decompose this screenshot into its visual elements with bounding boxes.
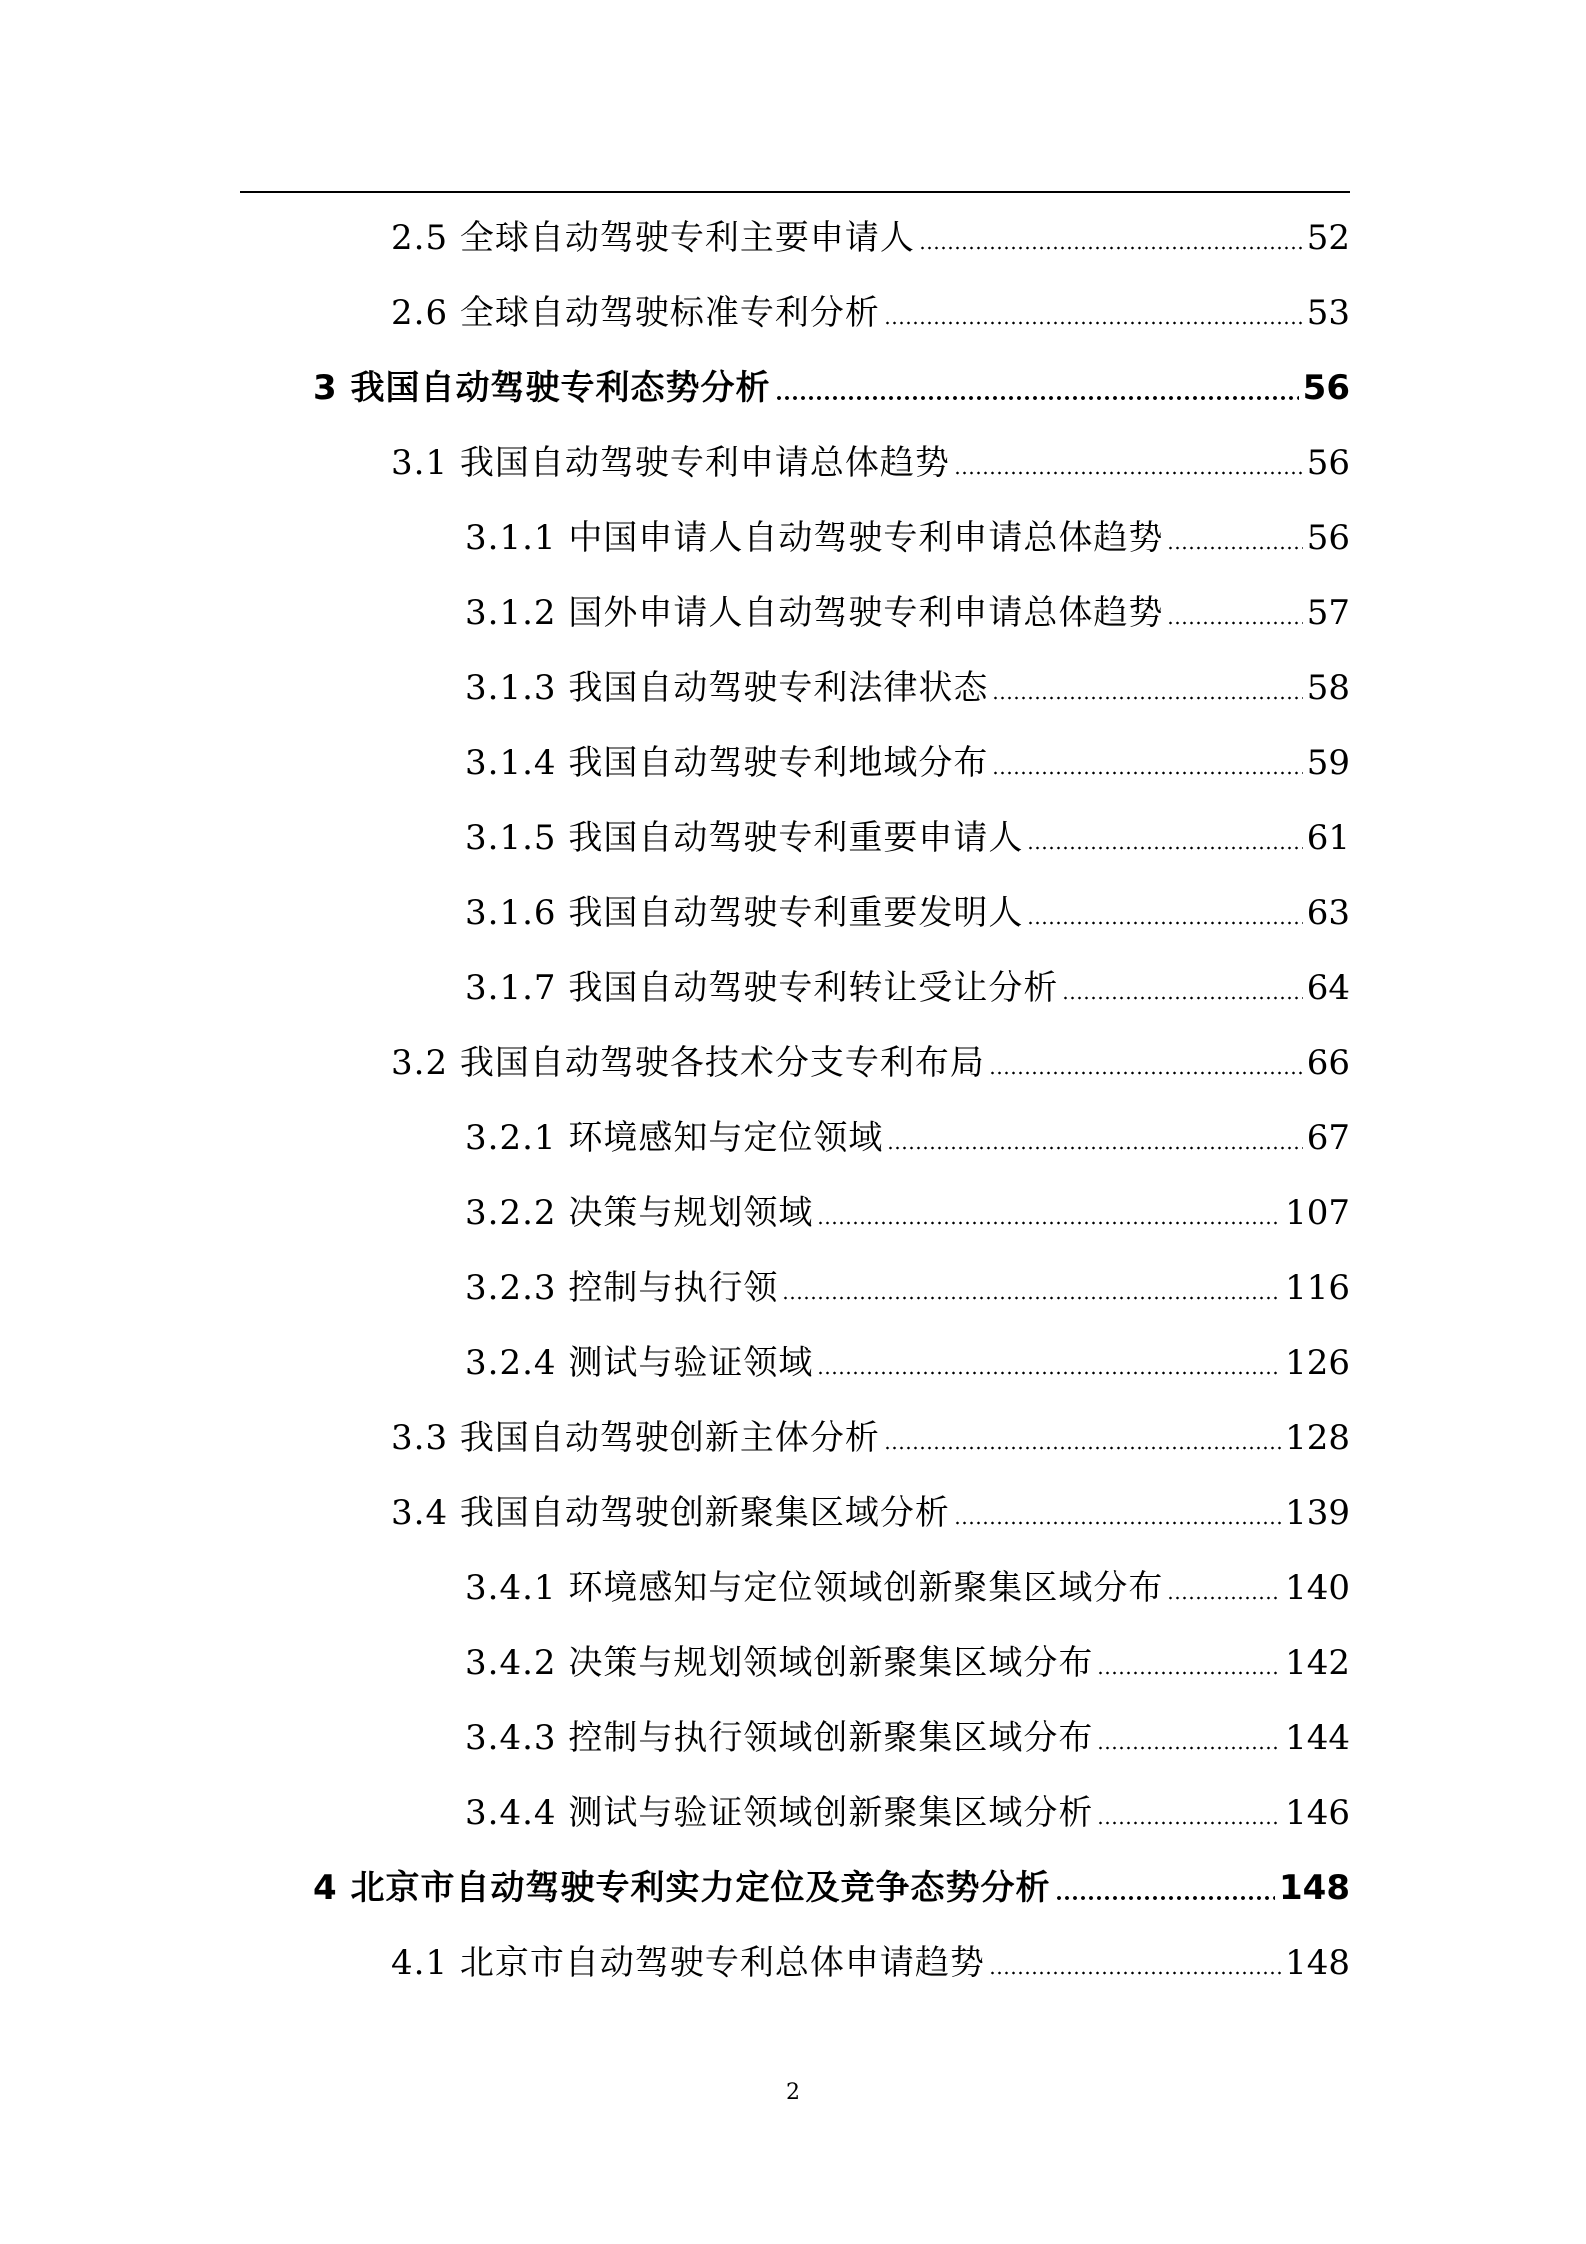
toc-entry[interactable] bbox=[465, 963, 1350, 1013]
toc-entry-page: 128 bbox=[1285, 1418, 1350, 1458]
toc-dot-leader bbox=[884, 320, 1303, 326]
toc-dot-leader bbox=[884, 1445, 1281, 1451]
toc-entry-title: 3.1 我国自动驾驶专利申请总体趋势 bbox=[391, 443, 950, 483]
toc-entry-title: 3.2.3 控制与执行领 bbox=[465, 1268, 779, 1308]
toc-entry[interactable] bbox=[313, 363, 1350, 413]
toc-entry-page: 144 bbox=[1285, 1718, 1350, 1758]
toc-dot-leader bbox=[775, 395, 1299, 401]
toc-entry-page: 126 bbox=[1285, 1343, 1350, 1383]
toc-dot-leader bbox=[1167, 1595, 1281, 1601]
toc-entry-page: 66 bbox=[1306, 1043, 1350, 1083]
toc-entry-page: 146 bbox=[1285, 1793, 1350, 1833]
toc-dot-leader bbox=[1097, 1820, 1281, 1826]
toc-entry[interactable] bbox=[391, 213, 1350, 263]
toc-entry[interactable] bbox=[391, 288, 1350, 338]
toc-entry-page: 116 bbox=[1285, 1268, 1350, 1308]
toc-entry-page: 59 bbox=[1306, 743, 1350, 783]
toc-dot-leader bbox=[992, 770, 1302, 776]
toc-dot-leader bbox=[1167, 545, 1302, 551]
toc-entry-title: 3.2.2 决策与规划领域 bbox=[465, 1193, 814, 1233]
toc-entry-page: 56 bbox=[1302, 368, 1350, 408]
toc-entry-page: 52 bbox=[1306, 218, 1350, 258]
toc-dot-leader bbox=[1027, 845, 1302, 851]
toc-entry-title: 4 北京市自动驾驶专利实力定位及竞争态势分析 bbox=[313, 1868, 1051, 1908]
toc-dot-leader bbox=[1027, 920, 1302, 926]
toc-entry-title: 3.2.4 测试与验证领域 bbox=[465, 1343, 814, 1383]
toc-entry-title: 3.2.1 环境感知与定位领域 bbox=[465, 1118, 884, 1158]
toc-entry[interactable] bbox=[465, 1338, 1350, 1388]
toc-entry[interactable] bbox=[465, 663, 1350, 713]
toc-entry-title: 3.1.1 中国申请人自动驾驶专利申请总体趋势 bbox=[465, 518, 1164, 558]
toc-entry[interactable] bbox=[465, 1788, 1350, 1838]
toc-entry-page: 142 bbox=[1285, 1643, 1350, 1683]
toc-entry-title: 3 我国自动驾驶专利态势分析 bbox=[313, 368, 771, 408]
toc-entry-title: 3.4 我国自动驾驶创新聚集区域分析 bbox=[391, 1493, 950, 1533]
toc-entry-title: 3.1.6 我国自动驾驶专利重要发明人 bbox=[465, 893, 1024, 933]
toc-entry-title: 2.6 全球自动驾驶标准专利分析 bbox=[391, 293, 880, 333]
toc-entry-title: 3.4.1 环境感知与定位领域创新聚集区域分布 bbox=[465, 1568, 1164, 1608]
toc-entry-page: 67 bbox=[1306, 1118, 1350, 1158]
toc-entry-title: 3.1.4 我国自动驾驶专利地域分布 bbox=[465, 743, 989, 783]
toc-entry[interactable] bbox=[313, 1863, 1350, 1913]
toc-dot-leader bbox=[954, 470, 1303, 476]
toc-dot-leader bbox=[1097, 1745, 1281, 1751]
toc-entry-title: 3.4.2 决策与规划领域创新聚集区域分布 bbox=[465, 1643, 1094, 1683]
toc-entry-page: 63 bbox=[1306, 893, 1350, 933]
toc-entry-page: 139 bbox=[1285, 1493, 1350, 1533]
toc-entry-title: 3.1.7 我国自动驾驶专利转让受让分析 bbox=[465, 968, 1059, 1008]
toc-dot-leader bbox=[887, 1145, 1302, 1151]
toc-entry-page: 61 bbox=[1306, 818, 1350, 858]
toc-entry-page: 64 bbox=[1306, 968, 1350, 1008]
toc-entry-title: 3.1.2 国外申请人自动驾驶专利申请总体趋势 bbox=[465, 593, 1164, 633]
toc-entry-title: 4.1 北京市自动驾驶专利总体申请趋势 bbox=[391, 1943, 985, 1983]
toc-entry[interactable] bbox=[391, 1038, 1350, 1088]
toc-entry[interactable] bbox=[465, 1263, 1350, 1313]
toc-dot-leader bbox=[919, 245, 1303, 251]
toc-entry-page: 107 bbox=[1285, 1193, 1350, 1233]
toc-dot-leader bbox=[989, 1970, 1281, 1976]
toc-entry[interactable] bbox=[465, 1188, 1350, 1238]
toc-entry[interactable] bbox=[465, 588, 1350, 638]
toc-entry[interactable] bbox=[391, 1488, 1350, 1538]
toc-entry-page: 148 bbox=[1279, 1868, 1350, 1908]
toc-dot-leader bbox=[1055, 1895, 1276, 1901]
toc-entry-page: 57 bbox=[1306, 593, 1350, 633]
toc-entry-title: 3.1.3 我国自动驾驶专利法律状态 bbox=[465, 668, 989, 708]
toc-entry[interactable] bbox=[465, 1563, 1350, 1613]
toc-entry-title: 3.4.4 测试与验证领域创新聚集区域分析 bbox=[465, 1793, 1094, 1833]
toc-entry-title: 3.4.3 控制与执行领域创新聚集区域分布 bbox=[465, 1718, 1094, 1758]
toc-dot-leader bbox=[992, 695, 1302, 701]
toc-entry-page: 56 bbox=[1306, 443, 1350, 483]
toc-dot-leader bbox=[954, 1520, 1281, 1526]
toc-entry-page: 140 bbox=[1285, 1568, 1350, 1608]
toc-entry-title: 3.1.5 我国自动驾驶专利重要申请人 bbox=[465, 818, 1024, 858]
toc-dot-leader bbox=[817, 1370, 1281, 1376]
toc-dot-leader bbox=[782, 1295, 1281, 1301]
toc-entry[interactable] bbox=[465, 1113, 1350, 1163]
toc-entry[interactable] bbox=[391, 1413, 1350, 1463]
toc-dot-leader bbox=[1167, 620, 1302, 626]
toc-dot-leader bbox=[817, 1220, 1281, 1226]
page-number: 2 bbox=[786, 2080, 800, 2105]
toc-entry[interactable] bbox=[391, 1938, 1350, 1988]
toc-entry-page: 58 bbox=[1306, 668, 1350, 708]
toc-dot-leader bbox=[1062, 995, 1302, 1001]
toc-entry-page: 148 bbox=[1285, 1943, 1350, 1983]
toc-entry[interactable] bbox=[465, 513, 1350, 563]
toc-entry[interactable] bbox=[465, 738, 1350, 788]
toc-entry[interactable] bbox=[391, 438, 1350, 488]
toc-dot-leader bbox=[989, 1070, 1303, 1076]
toc-entry-page: 56 bbox=[1306, 518, 1350, 558]
toc-entry-title: 3.2 我国自动驾驶各技术分支专利布局 bbox=[391, 1043, 985, 1083]
header-rule bbox=[240, 191, 1350, 193]
toc-entry[interactable] bbox=[465, 1638, 1350, 1688]
toc-entry[interactable] bbox=[465, 1713, 1350, 1763]
toc-entry-page: 53 bbox=[1306, 293, 1350, 333]
toc-entry-title: 2.5 全球自动驾驶专利主要申请人 bbox=[391, 218, 915, 258]
toc-entry-title: 3.3 我国自动驾驶创新主体分析 bbox=[391, 1418, 880, 1458]
toc-entry[interactable] bbox=[465, 888, 1350, 938]
toc-entry[interactable] bbox=[465, 813, 1350, 863]
toc-dot-leader bbox=[1097, 1670, 1281, 1676]
